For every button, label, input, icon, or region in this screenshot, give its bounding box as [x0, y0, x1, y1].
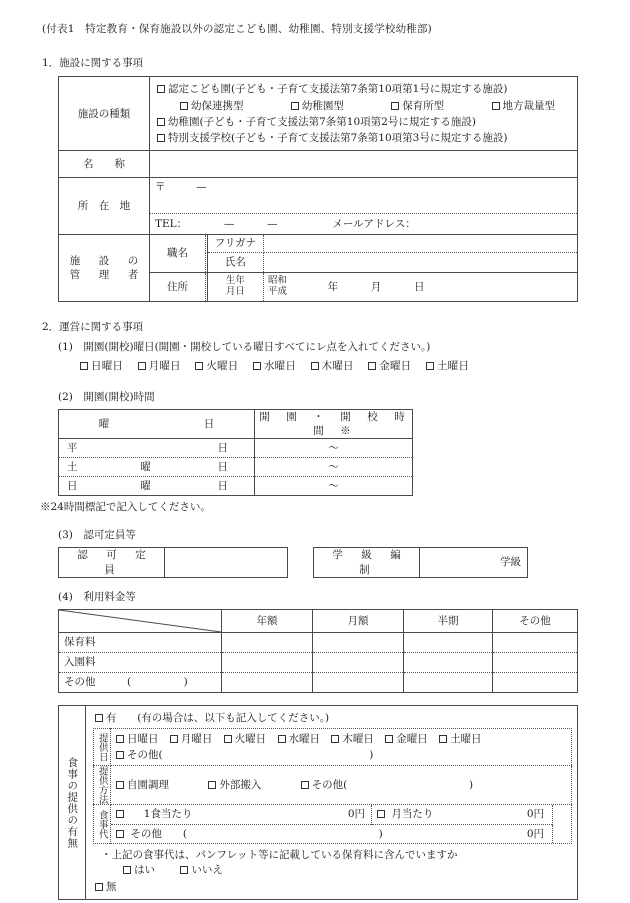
time-sunday[interactable]: ～	[255, 477, 413, 496]
table-row	[59, 477, 413, 496]
open-day-thursday[interactable]	[311, 360, 354, 372]
time-weekday[interactable]: ～	[255, 439, 413, 458]
checkbox-icon[interactable]	[95, 883, 103, 891]
meal-no-label: 無	[106, 881, 117, 894]
fee-entrance-month[interactable]	[313, 652, 404, 672]
fee-childcare-half[interactable]	[404, 632, 493, 652]
method-options	[111, 766, 572, 805]
fee-childcare-month[interactable]	[313, 632, 404, 652]
price-other-close: )	[378, 827, 383, 840]
facility-type-subtypes	[150, 98, 577, 114]
fee-other-year[interactable]	[222, 672, 313, 692]
q2-heading: (2) 開園(開校)時間	[58, 390, 155, 403]
checkbox-icon[interactable]	[116, 751, 124, 759]
meal-day-sunday-label: 日曜日	[127, 733, 159, 746]
price-per-meal-amount[interactable]: 0円	[347, 808, 365, 821]
checkbox-icon[interactable]	[195, 362, 203, 370]
meal-offer-days-row	[94, 729, 572, 766]
birth-month-unit: 月	[370, 281, 382, 294]
capacity-table	[58, 547, 288, 577]
facility-type-label: 施設の種類	[59, 77, 150, 151]
price-options	[111, 805, 572, 843]
meal-day-other[interactable]	[116, 747, 571, 763]
answer-yes[interactable]	[123, 864, 155, 876]
open-day-friday-label: 金曜日	[379, 360, 412, 373]
manager-birth-input[interactable]	[263, 273, 577, 302]
open-day-monday[interactable]	[138, 360, 181, 372]
price-label-cell	[94, 805, 111, 843]
era-showa[interactable]: 昭和	[267, 275, 287, 287]
facility-type-option-1-label: 幼保連携型	[191, 99, 244, 112]
day-sunday-char2: 曜	[140, 479, 151, 492]
class-label: 学 級 編 制	[314, 548, 420, 577]
day-weekday-char3: 日	[217, 441, 228, 454]
checkbox-icon[interactable]	[391, 102, 399, 110]
col-day-header: 曜 日	[59, 409, 255, 438]
price-per-meal-label: 1食当たり	[143, 808, 193, 821]
class-organization-table	[313, 547, 528, 577]
open-days-checkbox-group	[80, 359, 600, 373]
checkbox-icon[interactable]	[439, 735, 447, 743]
meal-day-monday[interactable]	[170, 733, 213, 745]
checkbox-icon[interactable]	[157, 85, 165, 93]
birth-label-line1: 生年	[225, 275, 245, 287]
birth-label-line2: 月日	[225, 286, 245, 298]
section-1-heading: 1．施設に関する事項	[42, 57, 144, 70]
price-spacer	[553, 805, 572, 824]
meal-day-friday[interactable]	[385, 733, 428, 745]
price-per-month[interactable]	[372, 805, 553, 824]
meal-day-friday-label: 金曜日	[396, 733, 428, 746]
checkbox-icon[interactable]	[180, 102, 188, 110]
fee-other-other[interactable]	[493, 672, 578, 692]
era-heisei[interactable]: 平成	[267, 286, 287, 298]
meal-vertical-label-cell	[59, 705, 86, 899]
facility-name-label: 名 称	[59, 151, 150, 178]
opening-hours-header-row	[59, 409, 413, 438]
fee-row-entrance-label: 入園料	[59, 652, 222, 672]
price-per-month-label: 月当たり	[391, 808, 434, 821]
capacity-input[interactable]	[165, 548, 288, 577]
tel-dash-2: —	[267, 218, 278, 231]
manager-furigana-input[interactable]	[263, 235, 577, 253]
meal-vertical-label: 食事の提供の有無	[66, 756, 79, 849]
tel-label: TEL：	[155, 218, 188, 231]
answer-no-label: いいえ	[191, 863, 223, 876]
checkbox-icon[interactable]	[492, 102, 500, 110]
day-weekday	[59, 439, 255, 458]
fee-childcare-other[interactable]	[493, 632, 578, 652]
checkbox-icon[interactable]	[157, 134, 165, 142]
table-row	[59, 672, 578, 692]
day-sunday-char3: 日	[217, 479, 228, 492]
postal-mark: 〒	[155, 181, 166, 194]
meal-day-thursday[interactable]	[331, 733, 374, 745]
offer-days-label-cell	[94, 729, 111, 766]
mail-label: メールアドレス：	[332, 218, 416, 231]
fee-other-month[interactable]	[313, 672, 404, 692]
manager-label	[59, 235, 150, 302]
checkbox-icon[interactable]	[368, 362, 376, 370]
meal-day-other-close: )	[369, 749, 374, 762]
method-in-house[interactable]	[116, 779, 169, 791]
manager-birth-label	[207, 273, 263, 302]
meal-no-option[interactable]	[93, 877, 572, 895]
fee-entrance-half[interactable]	[404, 652, 493, 672]
open-day-friday[interactable]	[368, 360, 411, 372]
manager-row	[59, 235, 578, 302]
day-saturday-char2: 曜	[140, 460, 151, 473]
checkbox-icon[interactable]	[278, 735, 286, 743]
price-per-month-amount[interactable]: 0円	[526, 808, 544, 821]
price-other-amount[interactable]: 0円	[526, 827, 544, 840]
open-day-saturday[interactable]	[426, 360, 469, 372]
table-row	[59, 632, 578, 652]
offer-days-label: 提供日	[96, 733, 108, 762]
fees-col-month: 月額	[313, 609, 404, 632]
postal-dash: —	[196, 181, 207, 194]
table-row	[59, 439, 413, 458]
fees-header-row	[59, 609, 578, 632]
method-external-label: 外部搬入	[219, 779, 262, 792]
time-saturday[interactable]: ～	[255, 458, 413, 477]
section-2-heading: 2．運営に関する事項	[42, 321, 144, 334]
offer-days-options	[111, 729, 572, 766]
fee-entrance-year[interactable]	[222, 652, 313, 672]
facility-address-row	[59, 178, 578, 235]
fee-entrance-other[interactable]	[493, 652, 578, 672]
checkbox-icon[interactable]	[80, 362, 88, 370]
q1-heading: (1) 開園(開校)曜日(開園・開校している曜日すべてにレ点を入れてください。)	[58, 341, 431, 354]
facility-type-options	[150, 77, 578, 151]
day-saturday-char3: 日	[217, 460, 228, 473]
open-day-tuesday-label: 火曜日	[206, 360, 239, 373]
checkbox-icon[interactable]	[116, 830, 124, 838]
fees-col-other: その他	[493, 609, 578, 632]
capacity-label: 認 可 定 員	[59, 548, 165, 577]
meal-day-tuesday-label: 火曜日	[234, 733, 267, 746]
col-time-header: 開 園 ・ 開 校 時 間 ※	[255, 409, 413, 438]
checkbox-icon[interactable]	[311, 362, 319, 370]
checkbox-icon[interactable]	[157, 118, 165, 126]
era-selector[interactable]	[268, 276, 287, 298]
checkbox-icon[interactable]	[116, 810, 124, 818]
method-external[interactable]	[208, 779, 261, 791]
facility-type-option-5-label: 幼稚園(子ども・子育て支援法第7条第10項第2号に規定する施設)	[168, 115, 476, 128]
meal-price-answers	[93, 862, 572, 877]
class-count-input[interactable]: 学級	[420, 548, 528, 577]
fee-other-half[interactable]	[404, 672, 493, 692]
manager-position-label: 職名	[150, 235, 206, 273]
fees-col-year: 年額	[222, 609, 313, 632]
price-other[interactable]	[111, 824, 553, 843]
open-day-wednesday[interactable]	[253, 360, 296, 372]
q4-heading: (4) 利用料金等	[58, 590, 136, 603]
open-day-saturday-label: 土曜日	[436, 360, 470, 373]
checkbox-icon[interactable]	[385, 735, 393, 743]
checkbox-icon[interactable]	[426, 362, 434, 370]
open-day-wednesday-label: 水曜日	[263, 360, 297, 373]
meal-day-thursday-label: 木曜日	[342, 733, 374, 746]
checkbox-icon[interactable]	[95, 714, 103, 722]
facility-type-option-0-label: 認定こども園(子ども・子育て支援法第7条第10項第1号に規定する施設)	[168, 83, 508, 96]
meal-yes-note: (有の場合は、以下も記入してください。)	[137, 711, 330, 724]
checkbox-icon[interactable]	[301, 781, 309, 789]
birth-day-unit: 日	[414, 281, 425, 294]
day-saturday	[59, 458, 255, 477]
meal-details-box	[93, 728, 572, 844]
meal-price-row	[94, 805, 572, 843]
postal-code-input[interactable]	[150, 178, 577, 214]
facility-type-option-5[interactable]	[150, 114, 577, 130]
table-row	[59, 458, 413, 477]
meal-yes-option[interactable]	[93, 710, 572, 726]
table-row	[59, 652, 578, 672]
manager-label-line1: 施 設 の	[69, 254, 143, 267]
day-sunday	[59, 477, 255, 496]
facility-type-option-6-label: 特別支援学校(子ども・子育て支援法第7条第10項第3号に規定する施設)	[168, 131, 508, 144]
facility-type-option-2-label: 幼稚園型	[301, 99, 344, 112]
opening-hours-table	[58, 409, 422, 496]
price-per-meal[interactable]	[111, 805, 372, 824]
answer-no[interactable]	[180, 864, 223, 876]
meal-method-row	[94, 766, 572, 805]
manager-address-label: 住所	[150, 273, 206, 302]
fees-col-half: 半期	[404, 609, 493, 632]
facility-type-row	[59, 77, 578, 151]
checkbox-icon[interactable]	[116, 735, 124, 743]
open-day-monday-label: 月曜日	[148, 360, 181, 373]
facility-type-option-6[interactable]	[150, 130, 577, 146]
day-sunday-char1: 日	[67, 479, 78, 492]
day-weekday-char1: 平	[67, 441, 78, 454]
method-other[interactable]	[301, 779, 473, 791]
fees-table	[58, 609, 578, 693]
meal-day-wednesday-label: 水曜日	[288, 733, 321, 746]
facility-name-row	[59, 151, 578, 178]
checkbox-icon[interactable]	[138, 362, 146, 370]
tel-mail-row	[150, 214, 577, 235]
document-title: (付表1 特定教育・保育施設以外の認定こども園、幼稚園、特別支援学校幼稚部)	[42, 23, 432, 35]
fees-corner-cell	[59, 609, 222, 632]
open-day-sunday[interactable]	[80, 360, 123, 372]
q3-heading: (3) 認可定員等	[58, 529, 136, 542]
meal-price-question: ・上記の食事代は、パンフレット等に記載している保育料に含んでいますか	[101, 848, 458, 861]
manager-name-input[interactable]	[263, 253, 577, 273]
method-in-house-label: 自園調理	[127, 779, 169, 792]
open-day-sunday-label: 日曜日	[91, 360, 124, 373]
birth-year-unit: 年	[327, 281, 339, 294]
meal-provision-table	[58, 705, 578, 900]
open-day-thursday-label: 木曜日	[321, 360, 354, 373]
facility-type-option-0[interactable]	[150, 81, 577, 97]
hours-note: ※24時間標記で記入してください。	[40, 501, 211, 514]
method-other-close: )	[468, 779, 474, 792]
tel-dash-1: —	[223, 218, 235, 231]
facility-name-input[interactable]	[150, 151, 578, 178]
manager-furigana-label: フリガナ	[207, 235, 263, 253]
meal-day-tuesday[interactable]	[224, 733, 267, 745]
fee-row-other-label[interactable]: その他 ( )	[59, 672, 222, 692]
meal-day-saturday-label: 土曜日	[450, 733, 482, 746]
method-other-label: その他(	[311, 779, 348, 792]
checkbox-icon[interactable]	[170, 735, 178, 743]
day-saturday-char1: 土	[67, 460, 78, 473]
checkbox-icon[interactable]	[253, 362, 261, 370]
meal-day-saturday[interactable]	[439, 733, 482, 745]
capacity-row	[58, 547, 600, 577]
facility-address-label: 所 在 地	[59, 178, 150, 235]
method-label-cell	[94, 766, 111, 805]
meal-day-other-label: その他(	[127, 749, 163, 762]
meal-day-wednesday[interactable]	[278, 733, 321, 745]
checkbox-icon[interactable]	[331, 735, 339, 743]
checkbox-icon[interactable]	[116, 781, 124, 789]
method-label: 提供方法	[96, 766, 108, 805]
price-other-label: その他 (	[130, 827, 187, 840]
checkbox-icon[interactable]	[208, 781, 216, 789]
open-day-tuesday[interactable]	[195, 360, 238, 372]
meal-day-monday-label: 月曜日	[180, 733, 213, 746]
meal-yes-label: 有	[106, 711, 117, 724]
diagonal-line-icon	[59, 610, 221, 632]
checkbox-icon[interactable]	[180, 866, 188, 874]
checkbox-icon[interactable]	[224, 735, 232, 743]
answer-yes-label: はい	[134, 863, 155, 876]
checkbox-icon[interactable]	[291, 102, 299, 110]
facility-type-option-3-label: 保育所型	[402, 99, 445, 112]
price-label: 食事代	[96, 809, 108, 839]
manager-label-line2: 管 理 者	[69, 269, 143, 282]
checkbox-icon[interactable]	[123, 866, 131, 874]
facility-info-table	[58, 76, 578, 302]
fee-childcare-year[interactable]	[222, 632, 313, 652]
checkbox-icon[interactable]	[377, 810, 385, 818]
facility-type-option-4-label: 地方裁量型	[502, 99, 556, 112]
fee-row-childcare-label: 保育料	[59, 632, 222, 652]
meal-day-sunday[interactable]	[116, 733, 159, 745]
manager-name-label: 氏名	[207, 253, 263, 273]
